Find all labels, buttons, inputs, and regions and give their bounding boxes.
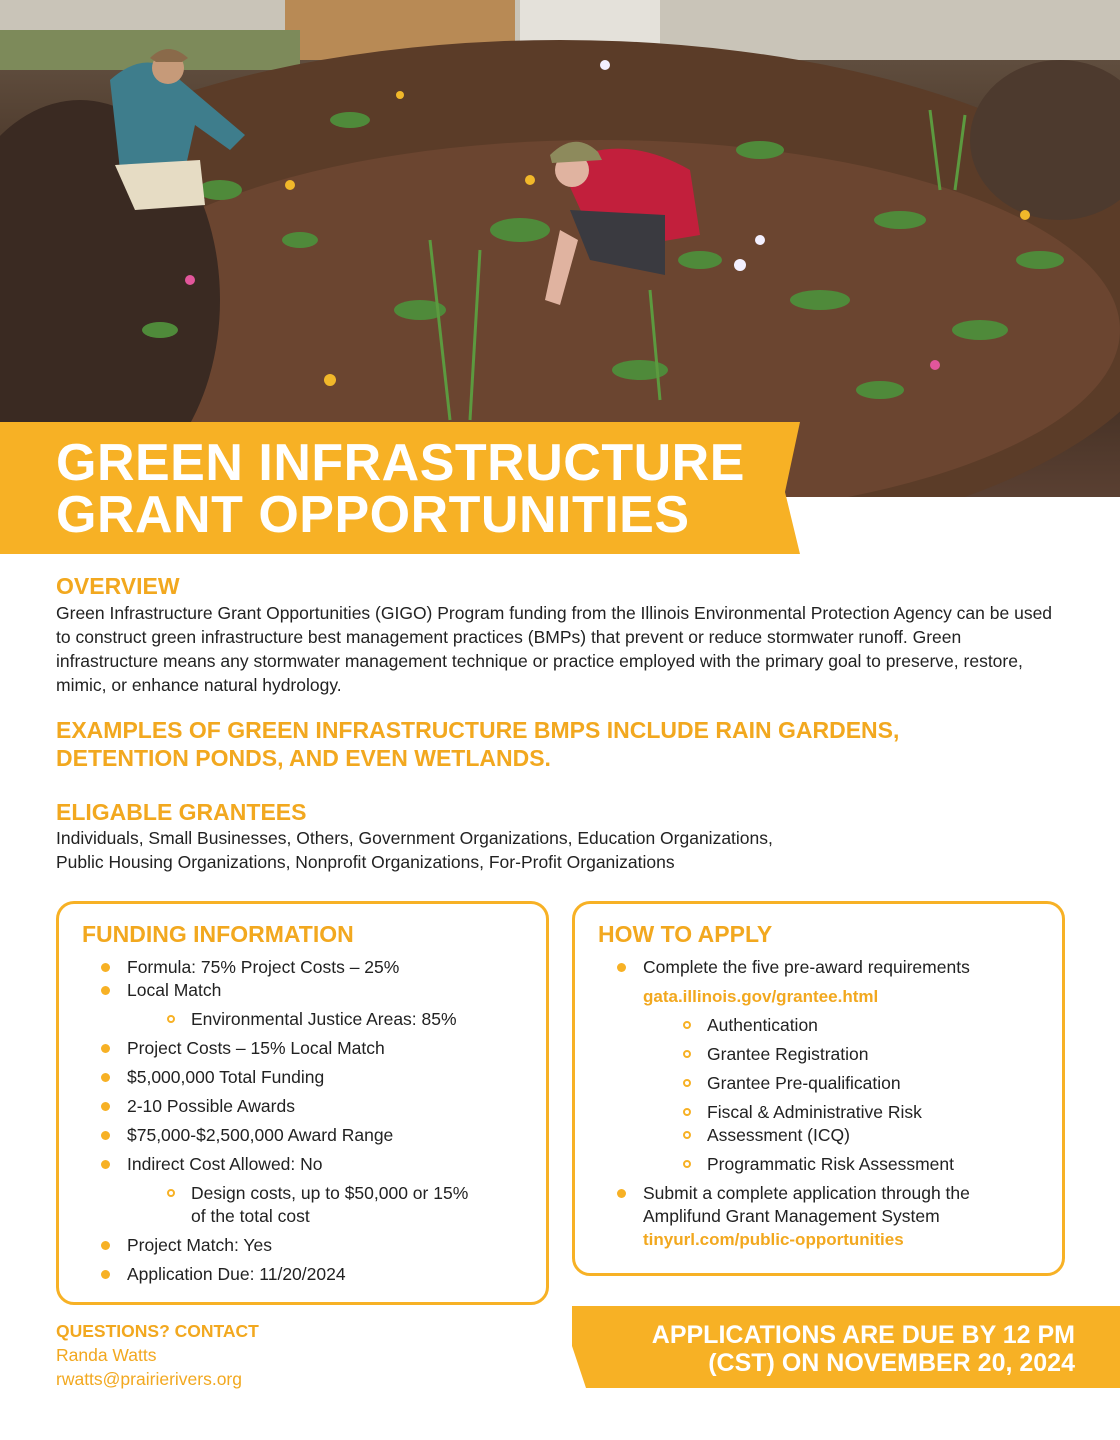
funding-item-text: $5,000,000 Total Funding <box>127 1067 325 1087</box>
page-title <box>56 434 745 544</box>
sub-bullet-icon <box>683 1160 691 1168</box>
contact-email[interactable]: rwatts@prairierivers.org <box>56 1369 242 1389</box>
contact-name: Randa Watts <box>56 1345 157 1365</box>
questions-contact-heading: QUESTIONS? CONTACT <box>56 1321 259 1341</box>
bullet-icon <box>617 1189 626 1198</box>
requirement-item <box>575 1014 1055 1043</box>
examples-line-2: DETENTION PONDS, AND EVEN WETLANDS. <box>56 745 551 771</box>
apply-step-continued <box>575 1205 1055 1228</box>
funding-item <box>59 1263 539 1292</box>
overview-body: Green Infrastructure Grant Opportunities (GIGO) Program funding from the Illinois Environmental Protection Agency can be used to construct green infrastructure best management practices (BMPs) that prevent or reduce stormwater runoff. Green infrastructure means any stormwater management technique or practice employed with the primary goal to preserve, restore, mimic, or enhance natural hydrology. <box>56 603 1053 695</box>
bullet-icon <box>101 1044 110 1053</box>
deadline-text <box>580 1321 1075 1377</box>
bullet-icon <box>101 1270 110 1279</box>
requirement-text: Authentication <box>707 1015 818 1035</box>
funding-item <box>59 1153 539 1182</box>
funding-item <box>59 1234 539 1263</box>
funding-item-text: Local Match <box>127 980 222 1000</box>
overview-heading: OVERVIEW <box>56 573 180 599</box>
funding-item-text: of the total cost <box>191 1206 310 1226</box>
bullet-icon <box>101 986 110 995</box>
funding-subitem <box>59 1182 539 1205</box>
funding-item <box>59 1095 539 1124</box>
bullet-icon <box>101 1073 110 1082</box>
how-to-apply-box <box>572 901 1065 1276</box>
requirement-text: Grantee Pre-qualification <box>707 1073 901 1093</box>
bullet-icon <box>101 963 110 972</box>
funding-item <box>59 979 539 1008</box>
funding-item-text: Application Due: 11/20/2024 <box>127 1264 346 1284</box>
requirement-text: Fiscal & Administrative Risk <box>707 1102 922 1122</box>
funding-information-box <box>56 901 549 1305</box>
bullet-icon <box>101 1160 110 1169</box>
funding-item <box>59 1066 539 1095</box>
apply-link-row <box>575 1228 1055 1251</box>
funding-heading: FUNDING INFORMATION <box>82 921 354 947</box>
eligible-grantees-heading: ELIGABLE GRANTEES <box>56 799 307 825</box>
requirement-item <box>575 1043 1055 1072</box>
requirement-item <box>575 1072 1055 1101</box>
sub-bullet-icon <box>683 1050 691 1058</box>
deadline-line-2: (CST) ON NOVEMBER 20, 2024 <box>708 1349 1075 1377</box>
funding-item <box>59 1037 539 1066</box>
requirement-item <box>575 1124 1055 1153</box>
bullet-icon <box>101 1102 110 1111</box>
funding-item-text: Design costs, up to $50,000 or 15% <box>191 1183 469 1203</box>
funding-item-text: Environmental Justice Areas: 85% <box>191 1009 457 1029</box>
funding-item-text: Formula: 75% Project Costs – 25% <box>127 957 400 977</box>
eligible-line-2: Public Housing Organizations, Nonprofit Organizations, For-Profit Organizations <box>56 852 675 872</box>
funding-item-text: $75,000-$2,500,000 Award Range <box>127 1125 394 1145</box>
funding-item <box>59 956 539 979</box>
bullet-icon <box>101 1131 110 1140</box>
funding-subitem-continued <box>59 1205 539 1234</box>
requirement-text: Grantee Registration <box>707 1044 869 1064</box>
apply-step-text: Submit a complete application through the <box>643 1183 970 1203</box>
sub-bullet-icon <box>683 1079 691 1087</box>
grantee-link[interactable]: gata.illinois.gov/grantee.html <box>643 987 879 1006</box>
how-to-apply-heading: HOW TO APPLY <box>598 921 773 947</box>
apply-link-row <box>575 985 1055 1014</box>
sub-bullet-icon <box>683 1021 691 1029</box>
sub-bullet-icon <box>167 1189 175 1197</box>
apply-step <box>575 956 1055 985</box>
apply-step <box>575 1182 1055 1205</box>
requirement-text: Assessment (ICQ) <box>707 1125 850 1145</box>
eligible-grantees-list <box>56 826 956 874</box>
funding-item-text: 2-10 Possible Awards <box>127 1096 295 1116</box>
requirement-item <box>575 1153 1055 1182</box>
funding-item-text: Project Costs – 15% Local Match <box>127 1038 385 1058</box>
funding-subitem <box>59 1008 539 1037</box>
funding-item <box>59 1124 539 1153</box>
bullet-icon <box>617 963 626 972</box>
eligible-line-1: Individuals, Small Businesses, Others, Government Organizations, Education Organizations, <box>56 828 773 848</box>
sub-bullet-icon <box>683 1108 691 1116</box>
requirement-item <box>575 1101 1055 1124</box>
requirement-text: Programmatic Risk Assessment <box>707 1154 955 1174</box>
bullet-icon <box>101 1241 110 1250</box>
deadline-line-1: APPLICATIONS ARE DUE BY 12 PM <box>651 1321 1075 1349</box>
amplifund-link[interactable]: tinyurl.com/public-opportunities <box>643 1230 904 1249</box>
examples-line-1: EXAMPLES OF GREEN INFRASTRUCTURE BMPS INCLUDE RAIN GARDENS, <box>56 717 900 743</box>
title-line-2: GRANT OPPORTUNITIES <box>56 486 690 544</box>
apply-steps <box>575 956 1055 1251</box>
funding-list <box>59 956 539 1292</box>
funding-item-text: Project Match: Yes <box>127 1235 272 1255</box>
examples-callout <box>56 716 1056 772</box>
sub-bullet-icon <box>167 1015 175 1023</box>
sub-bullet-icon <box>683 1131 691 1139</box>
title-line-1: GREEN INFRASTRUCTURE <box>56 434 745 492</box>
apply-step-text: Complete the five pre-award requirements <box>643 957 970 977</box>
apply-step-text: Amplifund Grant Management System <box>643 1206 940 1226</box>
funding-item-text: Indirect Cost Allowed: No <box>127 1154 323 1174</box>
